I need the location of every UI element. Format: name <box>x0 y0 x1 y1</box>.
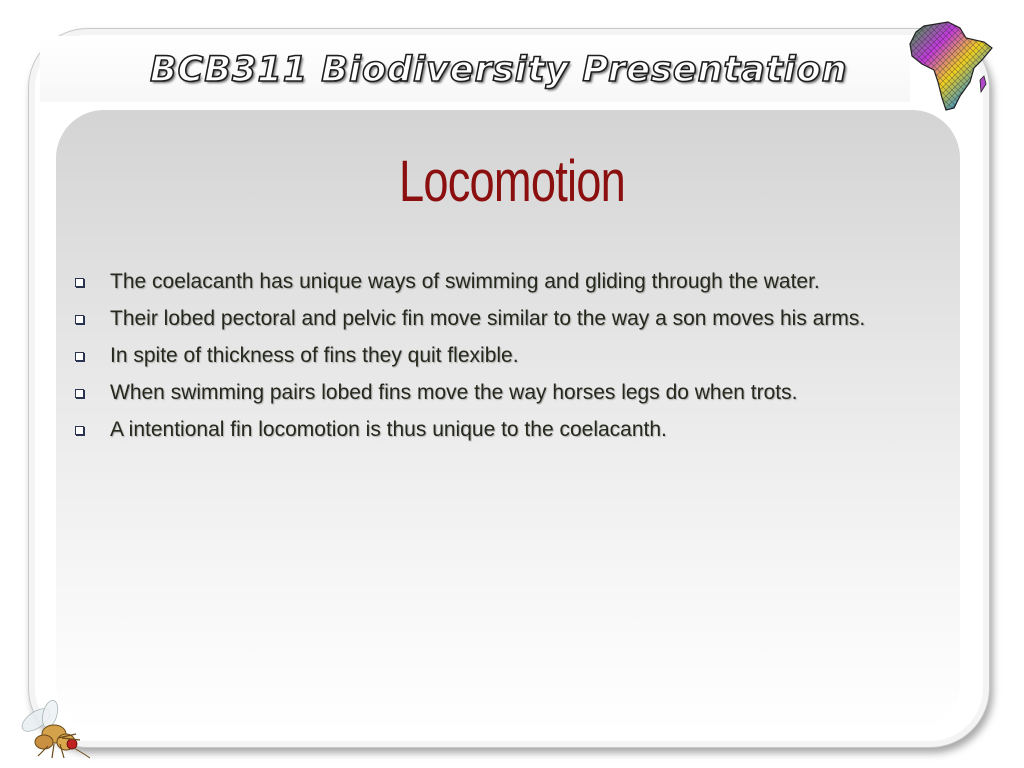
hollow-square-bullet-icon <box>75 315 84 324</box>
bullet-item <box>72 303 932 334</box>
presentation-title: BCB311 Biodiversity Presentation <box>150 50 848 90</box>
hollow-square-bullet-icon <box>75 389 84 398</box>
slide-title: Locomotion <box>398 149 626 214</box>
bullet-item <box>72 414 932 445</box>
fruit-fly-icon <box>14 698 96 762</box>
africa-map-icon <box>904 18 996 114</box>
hollow-square-bullet-icon <box>75 278 84 287</box>
bullet-item <box>72 266 932 297</box>
bullet-item <box>72 377 932 408</box>
hollow-square-bullet-icon <box>75 352 84 361</box>
bullet-text: In spite of thickness of fins they quit flexible. <box>110 344 519 367</box>
bullet-item <box>72 340 932 371</box>
bullet-text: When swimming pairs lobed fins move the way horses legs do when trots. <box>110 381 798 404</box>
bullet-text: Their lobed pectoral and pelvic fin move similar to the way a son moves his arms. <box>110 307 866 330</box>
hollow-square-bullet-icon <box>75 426 84 435</box>
bullet-text: A intentional fin locomotion is thus unique to the coelacanth. <box>110 418 667 441</box>
bullet-text: The coelacanth has unique ways of swimming and gliding through the water. <box>110 270 820 293</box>
bullet-list <box>72 266 932 451</box>
